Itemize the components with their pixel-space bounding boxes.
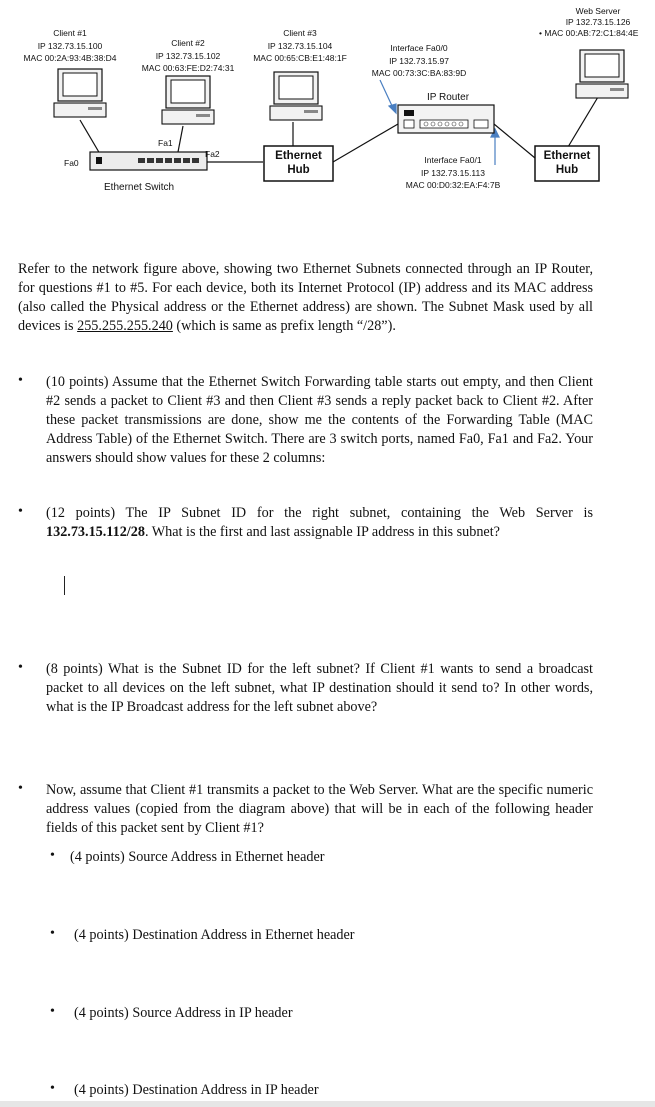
- ethernet-switch-label: Ethernet Switch: [104, 182, 175, 193]
- intro-text-2: (which is same as prefix length “/28”).: [172, 318, 396, 334]
- ethernet-hub-left-label: Ethernet Hub: [275, 150, 322, 176]
- question-4b: (4 points) Destination Address in Ethernet header: [74, 927, 355, 943]
- router-fa01-label: [398, 155, 508, 191]
- client3-name: Client #3: [283, 28, 317, 38]
- web-server-ip: IP 132.73.15.126: [565, 17, 631, 27]
- client2-mac: MAC 00:63:FE:D2:74:31: [141, 63, 235, 73]
- question-4a: (4 points) Source Address in Ethernet header: [70, 849, 325, 865]
- web-server-name: Web Server: [575, 6, 621, 16]
- q2-text-post: . What is the first and last assignable IP address in this subnet?: [144, 524, 500, 540]
- question-3: (8 points) What is the Subnet ID for the left subnet? If Client #1 wants to send a broadcast packet to all devices on the left subnet, what IP destination should it send to? In other words, what is the IP Broadcast address for the left subnet above?: [46, 661, 593, 715]
- ethernet-switch-icon: [90, 152, 207, 170]
- client2-label: [136, 38, 240, 74]
- q4b-bullet: •: [50, 926, 55, 941]
- router-fa00-name: Interface Fa0/0: [390, 43, 448, 53]
- question-2: [46, 504, 593, 542]
- router-fa01-name: Interface Fa0/1: [424, 155, 482, 165]
- port-fa2-label: Fa2: [205, 149, 220, 159]
- ip-router-icon: [398, 105, 494, 133]
- q1-bullet: •: [18, 373, 23, 388]
- page-bottom-edge: [0, 1101, 655, 1107]
- client2-computer-icon: [162, 76, 214, 124]
- link-client1-switch: [80, 120, 100, 154]
- q4-bullet: •: [18, 781, 23, 796]
- router-fa01-ip: IP 132.73.15.113: [421, 168, 485, 178]
- q4d-bullet: •: [50, 1081, 55, 1096]
- link-server-hub: [568, 97, 598, 147]
- client2-name: Client #2: [171, 38, 205, 48]
- web-server-label: [558, 6, 638, 28]
- question-1: (10 points) Assume that the Ethernet Switch Forwarding table starts out empty, and then Client #2 sends a packet to Client #3 and then Client #3 sends a reply packet back to Client #2. After these packet transmissions are done, show me the contents of the Forwarding Table (MAC Address Table) of the Ethernet Switch. There are 3 switch ports, named Fa0, Fa1 and Fa2. Your answers should show values for these 2 columns:: [46, 374, 593, 466]
- client3-mac: MAC 00:65:CB:E1:48:1F: [253, 53, 347, 63]
- web-server-mac-row: [539, 28, 638, 39]
- arrow-fa00: [380, 80, 393, 108]
- router-fa00-label: [364, 43, 474, 79]
- web-server-mac: MAC 00:AB:72:C1:84:4E: [544, 28, 639, 38]
- bullet-dot: •: [539, 28, 542, 38]
- q4c-bullet: •: [50, 1004, 55, 1019]
- client3-label: [248, 28, 352, 64]
- router-fa00-mac: MAC 00:73:3C:BA:83:9D: [371, 68, 467, 78]
- port-fa0-label: Fa0: [64, 158, 79, 168]
- q4a-bullet: •: [50, 848, 55, 863]
- ethernet-hub-right-label: Ethernet Hub: [543, 150, 591, 176]
- client1-ip: IP 132.73.15.100: [37, 41, 103, 51]
- q3-bullet: •: [18, 660, 23, 675]
- router-fa00-ip: IP 132.73.15.97: [389, 56, 449, 66]
- router-fa01-mac: MAC 00:D0:32:EA:F4:7B: [405, 180, 501, 190]
- q2-text-pre: (12 points) The IP Subnet ID for the right subnet, containing the Web Server is: [46, 505, 593, 521]
- question-4: Now, assume that Client #1 transmits a packet to the Web Server. What are the specific numeric address values (copied from the diagram above) that will be in each of the following header fields of this packet sent by Client #1?: [46, 782, 593, 836]
- client1-computer-icon: [54, 69, 106, 117]
- link-router-hub: [494, 124, 535, 158]
- client1-name: Client #1: [53, 28, 87, 38]
- port-fa1-label: Fa1: [158, 138, 173, 148]
- q2-bullet: •: [18, 504, 23, 519]
- client3-computer-icon: [270, 72, 322, 120]
- intro-paragraph: [18, 260, 593, 336]
- intro-text-1: Refer to the network figure above, showing two Ethernet Subnets connected through an IP Router, for questions #1 to #5. For each device, both its Internet Protocol (IP) address and its MAC address (also called the Physical address or the Ethernet address) are shown. The Subnet Mask used by all devices is: [18, 261, 593, 334]
- question-4d: (4 points) Destination Address in IP header: [74, 1082, 319, 1098]
- arrow-fa00-head: [389, 104, 396, 113]
- link-hub-router: [333, 124, 398, 162]
- client1-mac: MAC 00:2A:93:4B:38:D4: [23, 53, 117, 63]
- client3-ip: IP 132.73.15.104: [267, 41, 333, 51]
- subnet-mask-value: 255.255.255.240: [77, 318, 173, 334]
- question-4c: (4 points) Source Address in IP header: [74, 1005, 293, 1021]
- client2-ip: IP 132.73.15.102: [155, 51, 221, 61]
- text-cursor[interactable]: [64, 576, 65, 595]
- ip-router-label: IP Router: [426, 92, 470, 103]
- link-client2-switch: [178, 126, 183, 152]
- q2-subnet-id: 132.73.15.112/28: [46, 524, 145, 540]
- web-server-computer-icon: [576, 50, 628, 98]
- client1-label: [20, 28, 120, 64]
